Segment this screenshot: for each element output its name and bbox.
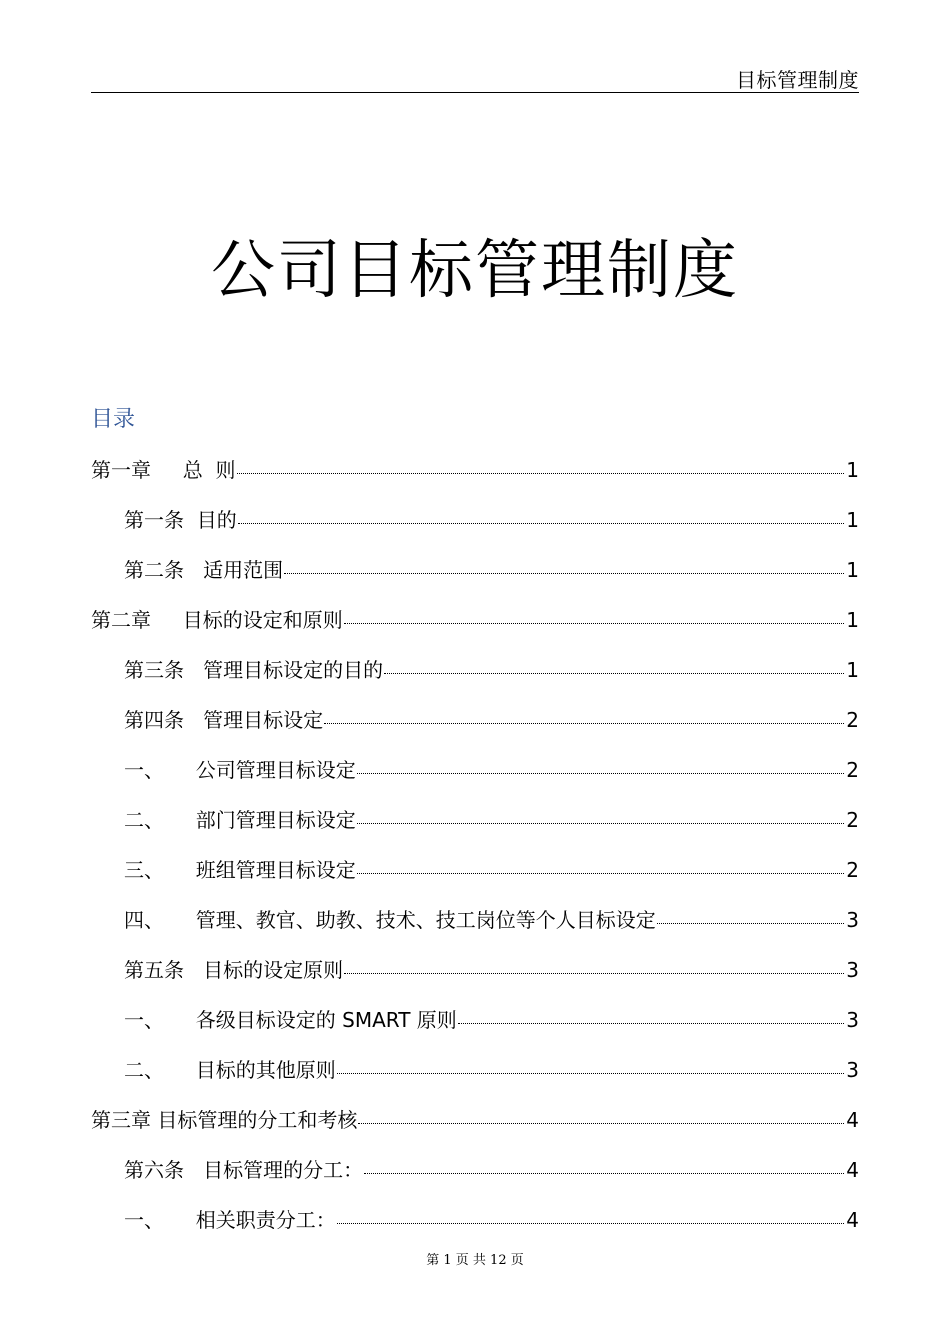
- toc-dot-leader: [357, 773, 844, 774]
- toc-entry-number: 第二条: [124, 558, 184, 582]
- toc-entry-gap: [184, 645, 203, 695]
- toc-dot-leader: [358, 1123, 844, 1124]
- toc-entry-number: 二、: [124, 1058, 164, 1082]
- toc-entry-gap: [151, 595, 183, 645]
- toc-dot-leader: [344, 973, 844, 974]
- toc-entry-number: 四、: [124, 908, 164, 932]
- toc-entry-label: 总 则: [182, 458, 236, 482]
- toc-entry-gap: [164, 1195, 196, 1245]
- toc-dot-leader: [237, 473, 845, 474]
- toc-entry-page: 2: [846, 808, 859, 832]
- toc-entry[interactable]: [91, 1195, 859, 1245]
- toc-entry-page: 1: [846, 508, 859, 532]
- page-footer: 第 1 页 共 12 页: [426, 1253, 524, 1268]
- toc-entry-number: 第三条: [124, 658, 184, 682]
- toc-entry-number: 一、: [124, 1008, 164, 1032]
- toc-entry-label: 班组管理目标设定: [195, 858, 356, 882]
- toc-dot-leader: [344, 623, 844, 624]
- toc-dot-leader: [324, 723, 844, 724]
- toc-entry[interactable]: [91, 695, 859, 745]
- toc-entry-gap: [184, 495, 197, 545]
- toc-entry-label: 公司管理目标设定: [195, 758, 356, 782]
- toc-entry[interactable]: [91, 445, 859, 495]
- toc-entry-page: 1: [846, 608, 859, 632]
- toc-entry-number: 第四条: [124, 708, 184, 732]
- toc-entry-gap: [164, 845, 196, 895]
- header-divider: [91, 92, 859, 93]
- toc-entry-gap: [184, 945, 203, 995]
- toc-dot-leader: [364, 1173, 844, 1174]
- toc-entry[interactable]: [91, 745, 859, 795]
- toc-entry[interactable]: [91, 495, 859, 545]
- toc-entry-gap: [164, 995, 196, 1045]
- toc-entry-gap: [151, 445, 183, 495]
- toc-heading: 目录: [91, 407, 136, 432]
- toc-entry[interactable]: [91, 845, 859, 895]
- toc-entry-label: 目标的设定和原则: [182, 608, 343, 632]
- toc-entry-gap: [164, 1045, 196, 1095]
- toc-entry-gap: [164, 745, 196, 795]
- toc-entry-page: 4: [846, 1158, 859, 1182]
- toc-entry-number: 一、: [124, 758, 164, 782]
- toc-entry[interactable]: [91, 1145, 859, 1195]
- toc-entry-number: 第一条: [124, 508, 184, 532]
- toc-entry-page: 4: [846, 1208, 859, 1232]
- toc-entry-label: 目的: [196, 508, 237, 532]
- toc-entry-label: 各级目标设定的 SMART 原则: [195, 1008, 457, 1032]
- toc-entry[interactable]: [91, 795, 859, 845]
- toc-entry[interactable]: [91, 545, 859, 595]
- toc-entry-gap: [184, 695, 203, 745]
- toc-entry-label: 适用范围: [203, 558, 284, 582]
- toc-entry-number: 一、: [124, 1208, 164, 1232]
- toc-entry-page: 3: [846, 958, 859, 982]
- toc-dot-leader: [458, 1023, 844, 1024]
- toc-entry-page: 3: [846, 908, 859, 932]
- toc-entry-gap: [184, 1145, 203, 1195]
- toc-entry-label: 相关职责分工：: [195, 1208, 336, 1232]
- toc-entry-page: 4: [846, 1108, 859, 1132]
- toc-entry-label: 部门管理目标设定: [195, 808, 356, 832]
- toc-entry[interactable]: [91, 1095, 859, 1145]
- toc-dot-leader: [657, 923, 844, 924]
- toc-dot-leader: [337, 1073, 844, 1074]
- toc-dot-leader: [384, 673, 844, 674]
- toc-entry-page: 2: [846, 858, 859, 882]
- toc-entry-gap: [164, 795, 196, 845]
- toc-entry-gap: [184, 545, 203, 595]
- toc-entry[interactable]: [91, 945, 859, 995]
- toc-entry-number: 第六条: [124, 1158, 184, 1182]
- toc-entry-number: 第二章: [91, 608, 151, 632]
- toc-entry-page: 2: [846, 758, 859, 782]
- toc-entry-label: 管理目标设定的目的: [203, 658, 384, 682]
- toc-dot-leader: [337, 1223, 844, 1224]
- toc-entry-label: 管理目标设定: [203, 708, 324, 732]
- document-title: 公司目标管理制度: [211, 233, 739, 308]
- toc-entry-page: 3: [846, 1058, 859, 1082]
- toc-dot-leader: [238, 523, 845, 524]
- toc-entry-number: 三、: [124, 858, 164, 882]
- toc-entry[interactable]: [91, 595, 859, 645]
- running-header: 目标管理制度: [736, 68, 859, 92]
- toc-entry-number: 第五条: [124, 958, 184, 982]
- toc-entry-page: 1: [846, 558, 859, 582]
- toc-entry-gap: [164, 895, 196, 945]
- toc-entry-number: 第三章: [91, 1108, 151, 1132]
- toc-entry-page: 2: [846, 708, 859, 732]
- toc-dot-leader: [357, 823, 844, 824]
- toc-entry-label: 管理、教官、助教、技术、技工岗位等个人目标设定: [195, 908, 656, 932]
- toc-dot-leader: [284, 573, 844, 574]
- toc-entry-number: 第一章: [91, 458, 151, 482]
- toc-entry-label: 目标的其他原则: [195, 1058, 336, 1082]
- toc-entry[interactable]: [91, 895, 859, 945]
- toc-entry-label: 目标的设定原则: [203, 958, 344, 982]
- table-of-contents: [91, 445, 859, 1245]
- toc-entry-label: 目标管理的分工和考核: [157, 1108, 358, 1132]
- toc-entry[interactable]: [91, 1045, 859, 1095]
- toc-entry-number: 二、: [124, 808, 164, 832]
- toc-entry-page: 1: [846, 658, 859, 682]
- toc-entry[interactable]: [91, 995, 859, 1045]
- toc-dot-leader: [357, 873, 844, 874]
- toc-entry-label: 目标管理的分工：: [203, 1158, 364, 1182]
- toc-entry[interactable]: [91, 645, 859, 695]
- toc-entry-page: 3: [846, 1008, 859, 1032]
- toc-entry-page: 1: [846, 458, 859, 482]
